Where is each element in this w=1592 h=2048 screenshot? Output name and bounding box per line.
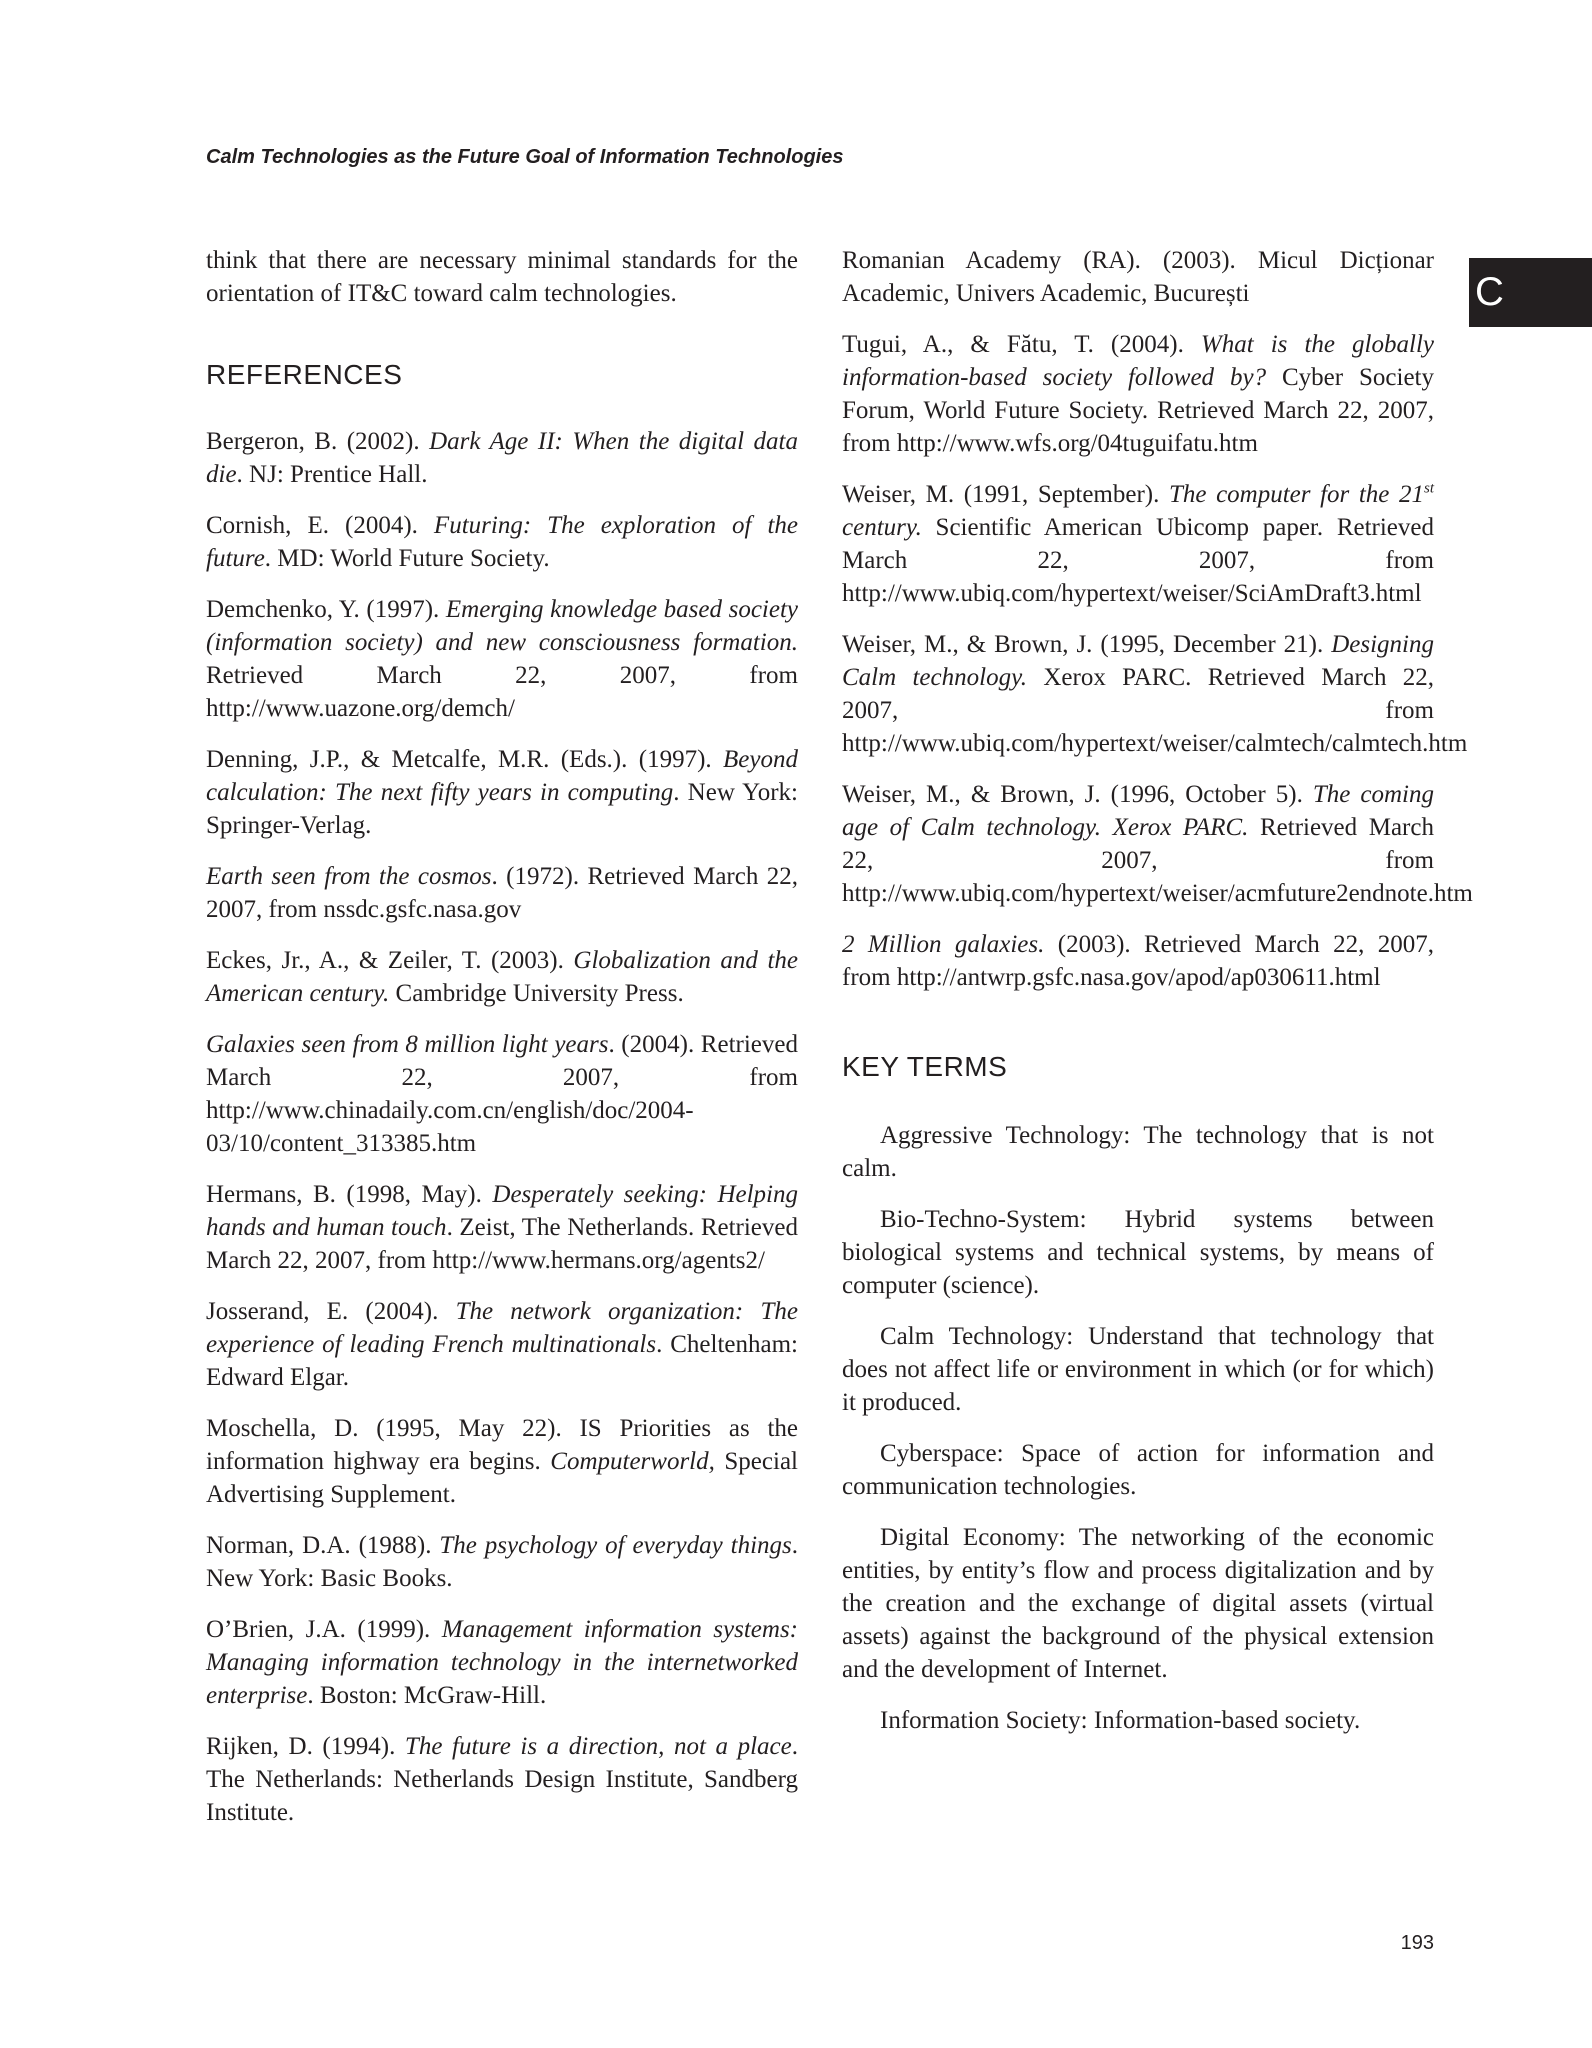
key-term: Information Society: Information-based society. <box>880 1707 1361 1734</box>
reference-text: Scientific American Ubicomp paper. Retrieved March 22, 2007, from http://www.ubiq.com/hypertext/weiser/SciAmDraft3.html <box>842 514 1434 607</box>
left-column <box>206 244 798 1847</box>
reference-entry <box>842 778 1473 910</box>
reference-text: (2003). Retrieved March 22, 2007, from http://antwrp.gsfc.nasa.gov/apod/ap030611.html <box>842 931 1435 991</box>
key-term: Aggressive Technology: The technology that is not calm. <box>842 1122 1434 1182</box>
reference-text: Special Advertising Supplement. <box>206 1448 798 1508</box>
reference-text: st <box>1424 480 1435 497</box>
reference-text: Retrieved March 22, 2007, from http://www.uazone.org/demch/ <box>206 662 798 722</box>
reference-entry <box>206 944 798 1010</box>
reference-title: Beyond calculation: The next fifty years in computing <box>206 746 798 806</box>
reference-text: . Zeist, The Netherlands. Retrieved March 22, 2007, from http://www.hermans.org/agents2/ <box>206 1214 798 1274</box>
key-term: Digital Economy: The networking of the economic entities, by entity’s flow and process digitalization and by the creation and the exchange of digital assets (virtual assets) against the background of the physical extension and the development of Internet. <box>842 1524 1434 1683</box>
reference-entry <box>842 478 1434 610</box>
reference-text: Weiser, M., & Brown, J. (1996, October 5). <box>842 781 1313 808</box>
reference-text: Bergeron, B. (2002). <box>206 428 430 455</box>
reference-text: Cornish, E. (2004). <box>206 512 434 539</box>
reference-title: Dark Age II: When the digital data die <box>206 428 798 488</box>
reference-entry <box>206 743 798 842</box>
reference-entry <box>206 1295 798 1394</box>
reference-title: What is the globally information-based society followed by? <box>842 331 1434 391</box>
reference-entry <box>842 328 1434 460</box>
reference-text: . Boston: McGraw-Hill. <box>307 1682 547 1709</box>
reference-title: Galaxies seen from 8 million light years <box>206 1031 609 1058</box>
reference-title: The psychology of everyday things <box>439 1532 792 1559</box>
reference-title: The computer for the 21 <box>1168 481 1424 508</box>
reference-entry <box>842 628 1468 760</box>
reference-title: The future is a direction, not a place <box>404 1733 792 1760</box>
page-number: 193 <box>1400 1932 1434 1954</box>
reference-entry <box>206 425 798 491</box>
reference-text: Cyber Society Forum, World Future Society. Retrieved March 22, 2007, from http://www.wfs.org/04tuguifatu.htm <box>842 364 1434 457</box>
references-heading: REFERENCES <box>206 359 403 390</box>
intro-paragraph: think that there are necessary minimal standards for the orientation of IT&C toward calm technologies. <box>206 247 798 307</box>
reference-text: Norman, D.A. (1988). <box>206 1532 440 1559</box>
reference-text: Tugui, A., & Fătu, T. (2004). <box>842 331 1201 358</box>
reference-title: Earth seen from the cosmos <box>206 863 492 890</box>
reference-entry <box>206 1028 798 1160</box>
key-term: Bio-Techno-System: Hybrid systems between biological systems and technical systems, by means of computer (science). <box>842 1206 1434 1299</box>
running-head: Calm Technologies as the Future Goal of Information Technologies <box>206 146 844 168</box>
references-list-left <box>206 425 798 1829</box>
reference-text: Weiser, M., & Brown, J. (1995, December 21). <box>842 631 1332 658</box>
reference-text: Cambridge University Press. <box>389 980 684 1007</box>
reference-title: century. <box>842 514 922 541</box>
key-term: Cyberspace: Space of action for information and communication technologies. <box>842 1440 1434 1500</box>
reference-entry <box>206 509 798 575</box>
reference-entry <box>842 244 1434 310</box>
reference-title: Futuring: The exploration of the future <box>206 512 798 572</box>
reference-entry <box>206 1412 798 1511</box>
reference-text: Eckes, Jr., A., & Zeiler, T. (2003). <box>206 947 574 974</box>
reference-text: Weiser, M. (1991, September). <box>842 481 1169 508</box>
reference-text: Denning, J.P., & Metcalfe, M.R. (Eds.). (1997). <box>206 746 724 773</box>
reference-text: Hermans, B. (1998, May). <box>206 1181 493 1208</box>
right-column <box>842 244 1473 1755</box>
reference-entry <box>842 928 1434 994</box>
key-terms-heading: KEY TERMS <box>842 1051 1008 1082</box>
reference-title: Designing Calm technology. <box>842 631 1434 691</box>
reference-title: The network organization: The experience of leading French multinationals <box>206 1298 798 1358</box>
reference-text: Josserand, E. (2004). <box>206 1298 456 1325</box>
reference-text: Romanian Academy (RA). (2003). Micul Dicționar Academic, Univers Academic, București <box>842 247 1434 307</box>
section-tab: C <box>1469 258 1592 327</box>
reference-entry <box>206 1730 798 1829</box>
reference-text: Rijken, D. (1994). <box>206 1733 405 1760</box>
reference-title: Desperately seeking: Helping hands and human touch <box>206 1181 798 1241</box>
reference-entry <box>206 860 798 926</box>
reference-text: Moschella, D. (1995, May 22). IS Priorities as the information highway era begins. <box>206 1415 798 1475</box>
reference-text: . New York: Basic Books. <box>206 1532 798 1592</box>
reference-text: . Cheltenham: Edward Elgar. <box>206 1331 798 1391</box>
reference-title: Computerworld, <box>550 1448 715 1475</box>
reference-text: Demchenko, Y. (1997). <box>206 596 446 623</box>
reference-text: . New York: Springer-Verlag. <box>206 779 798 839</box>
key-terms-list <box>842 1119 1434 1737</box>
key-term: Calm Technology: Understand that technology that does not affect life or environment in which (or for which) it produced. <box>842 1323 1434 1416</box>
reference-entry <box>206 1529 798 1595</box>
reference-text: . MD: World Future Society. <box>264 545 550 572</box>
reference-text: Retrieved March 22, 2007, from http://www.ubiq.com/hypertext/weiser/acmfuture2endnote.htm <box>842 814 1473 907</box>
reference-entry <box>206 1178 798 1277</box>
reference-title: Management information systems: Managing information technology in the internetworked enterprise <box>206 1616 798 1709</box>
reference-entry <box>206 1613 798 1712</box>
reference-text: . (2004). Retrieved March 22, 2007, from http://www.chinadaily.com.cn/english/doc/2004-03/10/content_313385.htm <box>206 1031 798 1157</box>
references-list-right <box>842 244 1473 994</box>
reference-text: Xerox PARC. Retrieved March 22, 2007, from http://www.ubiq.com/hypertext/weiser/calmtech/calmtech.htm <box>842 664 1468 757</box>
reference-text: O’Brien, J.A. (1999). <box>206 1616 442 1643</box>
reference-title: 2 Million galaxies. <box>842 931 1045 958</box>
reference-text: . (1972). Retrieved March 22, 2007, from nssdc.gsfc.nasa.gov <box>206 863 798 923</box>
reference-entry <box>206 593 798 725</box>
reference-title: The coming age of Calm technology. Xerox PARC. <box>842 781 1434 841</box>
reference-text: . The Netherlands: Netherlands Design Institute, Sandberg Institute. <box>206 1733 798 1826</box>
reference-title: Emerging knowledge based society (information society) and new consciousness formation. <box>206 596 798 656</box>
reference-text: . NJ: Prentice Hall. <box>236 461 428 488</box>
reference-title: Globalization and the American century. <box>206 947 798 1007</box>
